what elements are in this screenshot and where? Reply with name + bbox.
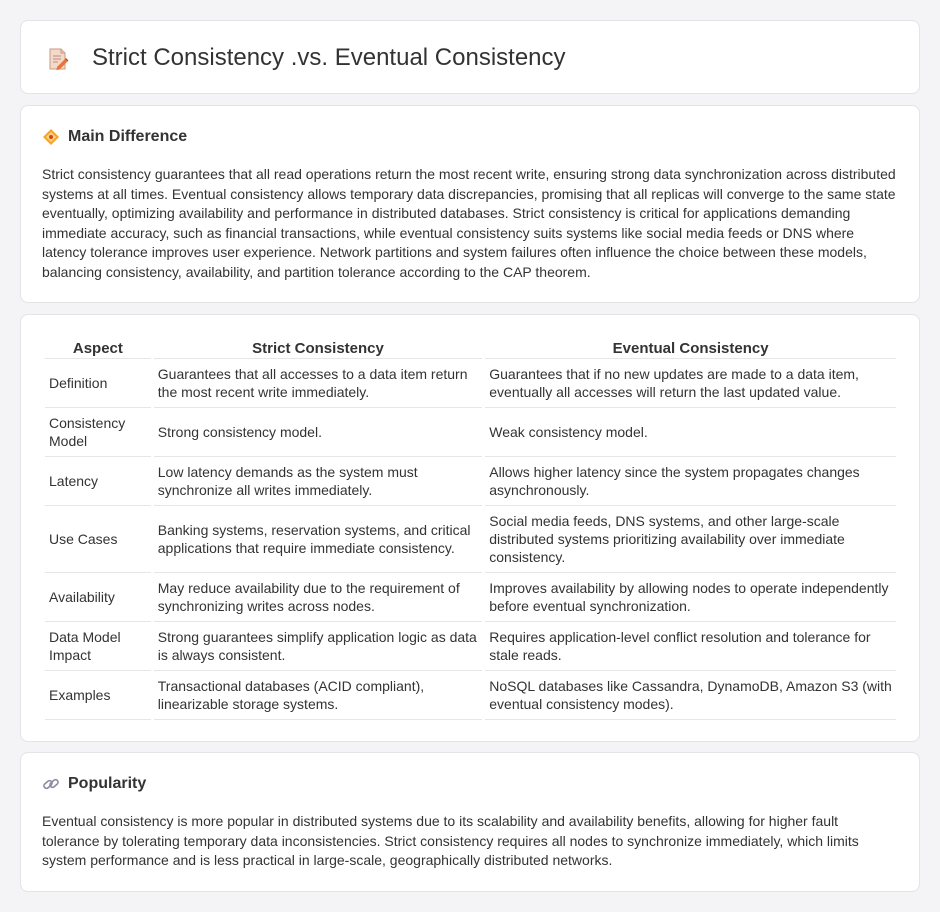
table-row [45,408,896,457]
comparison-table-card [20,314,920,742]
row-strict: Banking systems, reservation systems, and critical applications that require immediate consistency. [154,506,482,573]
row-strict: Strong guarantees simplify application logic as data is always consistent. [154,622,482,671]
popularity-text: Eventual consistency is more popular in distributed systems due to its scalability and availability benefits, allowing for higher fault tolerance by tolerating temporary data inconsistencies. Strict consistency requires all nodes to synchronize immediately, which limits system performance and is less practical in large-scale, geographically distributed networks. [42,813,859,868]
row-eventual: Allows higher latency since the system propagates changes asynchronously. [485,457,896,506]
row-aspect: Availability [45,573,151,622]
table-row [45,457,896,506]
row-eventual: Requires application-level conflict resolution and tolerance for stale reads. [485,622,896,671]
table-row [45,573,896,622]
main-difference-card [20,105,920,303]
row-eventual: Social media feeds, DNS systems, and other large-scale distributed systems prioritizing availability over immediate consistency. [485,506,896,573]
row-strict: Low latency demands as the system must synchronize all writes immediately. [154,457,482,506]
row-strict: Strong consistency model. [154,408,482,457]
popularity-heading: Popularity [68,775,147,792]
row-strict: May reduce availability due to the requirement of synchronizing writes across nodes. [154,573,482,622]
header-eventual: Eventual Consistency [485,336,896,359]
row-eventual: Weak consistency model. [485,408,896,457]
main-difference-header [42,128,187,146]
popularity-card [20,752,920,892]
table-row [45,671,896,720]
row-strict: Guarantees that all accesses to a data item return the most recent write immediately. [154,359,482,408]
header-strict: Strict Consistency [154,336,482,359]
row-aspect: Use Cases [45,506,151,573]
row-aspect: Definition [45,359,151,408]
comparison-table [42,336,899,720]
row-aspect: Examples [45,671,151,720]
page-title: Strict Consistency .vs. Eventual Consistency [92,44,566,71]
table-row [45,359,896,408]
row-aspect: Latency [45,457,151,506]
table-row [45,506,896,573]
row-eventual: NoSQL databases like Cassandra, DynamoDB, Amazon S3 (with eventual consistency modes). [485,671,896,720]
title-card [20,20,920,94]
document-edit-icon [47,47,69,71]
diamond-icon [42,128,60,146]
main-difference-text: Strict consistency guarantees that all read operations return the most recent write, ensuring strong data synchronization across distributed systems at all times. Eventual consistency allows temporary data discrepancies, promising that all replicas will converge to the same state eventually, optimizing availability and performance in distributed databases. Strict consistency is critical for applications demanding immediate accuracy, such as financial transactions, while eventual consistency suits systems like social media feeds or DNS where latency tolerance improves user experience. Network partitions and system failures often influence the choice between these models, balancing consistency, availability, and partition tolerance according to the CAP theorem. [42,166,896,280]
row-aspect: Consistency Model [45,408,151,457]
header-aspect: Aspect [45,336,151,359]
link-icon [42,775,60,793]
table-row [45,622,896,671]
row-eventual: Guarantees that if no new updates are made to a data item, eventually all accesses will return the last updated value. [485,359,896,408]
popularity-header [42,775,146,793]
row-eventual: Improves availability by allowing nodes to operate independently before eventual synchronization. [485,573,896,622]
row-strict: Transactional databases (ACID compliant), linearizable storage systems. [154,671,482,720]
main-difference-heading: Main Difference [68,128,188,145]
table-header-row [45,336,896,359]
row-aspect: Data Model Impact [45,622,151,671]
